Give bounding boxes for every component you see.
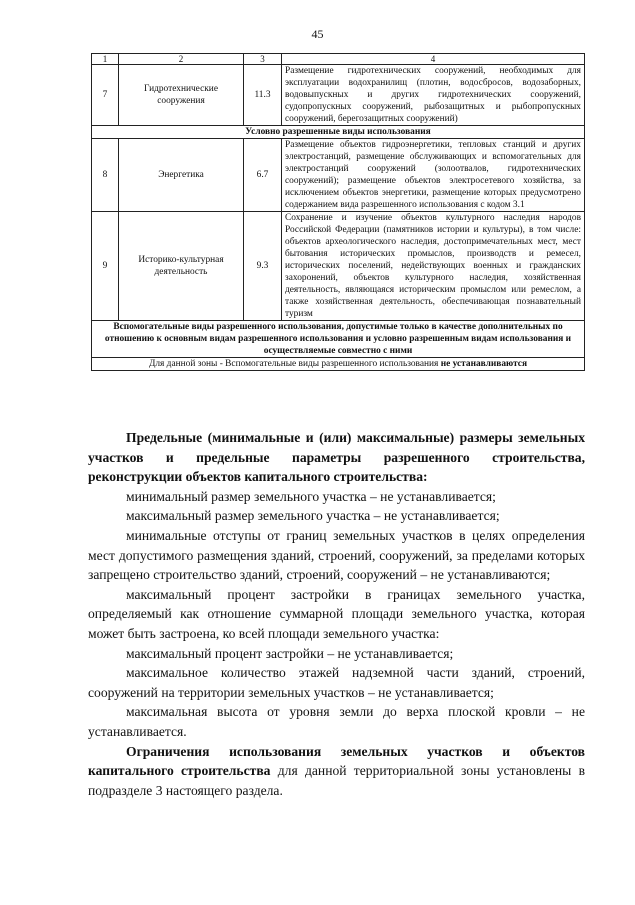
paragraph: максимальный процент застройки в границах земельного участка, определяемый как отношение суммарной площади земельного участка, которая может быть застроена, ко всей площади земельного участка: [88, 586, 585, 641]
column-header: 4 [282, 54, 585, 65]
table-header-row [92, 54, 585, 65]
use-type-code: 11.3 [244, 65, 282, 126]
section-heading: Предельные (минимальные и (или) максимальные) размеры земельных участков и предельные параметры разрешенного строительства, реконструкции объектов капитального строительства: [88, 430, 585, 485]
paragraph: максимальный размер земельного участка – не устанавливается; [126, 508, 500, 524]
land-use-table [91, 53, 585, 371]
paragraph: максимальное количество этажей надземной части зданий, строений, сооружений на территории земельных участков – не устанавливается; [88, 665, 585, 700]
paragraph: максимальный процент застройки – не устанавливается; [126, 645, 454, 661]
use-type-code: 9.3 [244, 212, 282, 321]
table-row [92, 139, 585, 212]
use-type-description: Размещение гидротехнических сооружений, необходимых для эксплуатации водохранилищ (плотин, водосбросов, водозаборных, водовыпускных и других гидротехнических сооружений, судопропускных сооружений, рыбозащитных и рыбопропускных сооружений, берегозащитных сооружений) [282, 65, 585, 126]
row-number: 8 [92, 139, 119, 212]
section-conditional-row [92, 126, 585, 139]
restrictions-bold: Ограничения использования земельных участков и объектов капитального строительства [88, 743, 585, 779]
table-footer-cell [92, 358, 585, 371]
section-auxiliary-title: Вспомогательные виды разрешенного использования, допустимые только в качестве дополнительных по отношению к основным видам разрешенного использования и условно разрешенным видам использования и осуществляемые совместно с ними [92, 321, 585, 358]
body-text [88, 428, 585, 800]
restrictions-paragraph [88, 742, 585, 801]
use-type-description: Сохранение и изучение объектов культурного наследия народов Российской Федерации (памятников истории и культуры), в том числе: объектов археологического наследия, достопримечательных мест, мест бытования исторических промыслов, производств и ремесел, исторических поселений, недействующих военных и гражданских захоронений, объектов культурного наследия, хозяйственная деятельность, являющаяся историческим промыслом или ремеслом, а также хозяйственная деятельность, обеспечивающая познавательный туризм [282, 212, 585, 321]
footer-text: Для данной зоны - Вспомогательные виды разрешенного использования [148, 359, 441, 369]
table-row [92, 65, 585, 126]
use-type-code: 6.7 [244, 139, 282, 212]
column-header: 1 [92, 54, 119, 65]
footer-bold-text: не устанавливаются [440, 359, 528, 369]
use-type-description: Размещение объектов гидроэнергетики, тепловых станций и других электростанций, размещение обслуживающих и вспомогательных для электростанций сооружений (золоотвалов, гидротехнических сооружений); размещение объектов электросетевого хозяйства, за исключением объектов энергетики, размещение которых предусмотрено содержанием вида разрешенного использования с кодом 3.1 [282, 139, 585, 212]
use-type-name: Энергетика [119, 139, 244, 212]
row-number: 9 [92, 212, 119, 321]
restrictions-rest: для данной территориальной зоны установлены в подразделе 3 настоящего раздела. [88, 763, 585, 798]
table-footer-row [92, 358, 585, 371]
row-number: 7 [92, 65, 119, 126]
column-header: 3 [244, 54, 282, 65]
section-conditional-title: Условно разрешенные виды использования [92, 126, 585, 139]
page-number: 45 [311, 27, 324, 41]
section-auxiliary-row [92, 321, 585, 358]
table-row [92, 212, 585, 321]
paragraph: минимальный размер земельного участка – не устанавливается; [126, 488, 496, 504]
use-type-name: Гидротехнические сооружения [119, 65, 244, 126]
paragraph: максимальная высота от уровня земли до верха плоской кровли – не устанавливается. [88, 704, 585, 739]
use-type-name: Историко-культурная деятельность [119, 212, 244, 321]
column-header: 2 [119, 54, 244, 65]
paragraph: минимальные отступы от границ земельных участков в целях определения мест допустимого размещения зданий, строений, сооружений, за пределами которых запрещено строительство зданий, строений, сооружений – не устанавливаются; [88, 527, 585, 583]
